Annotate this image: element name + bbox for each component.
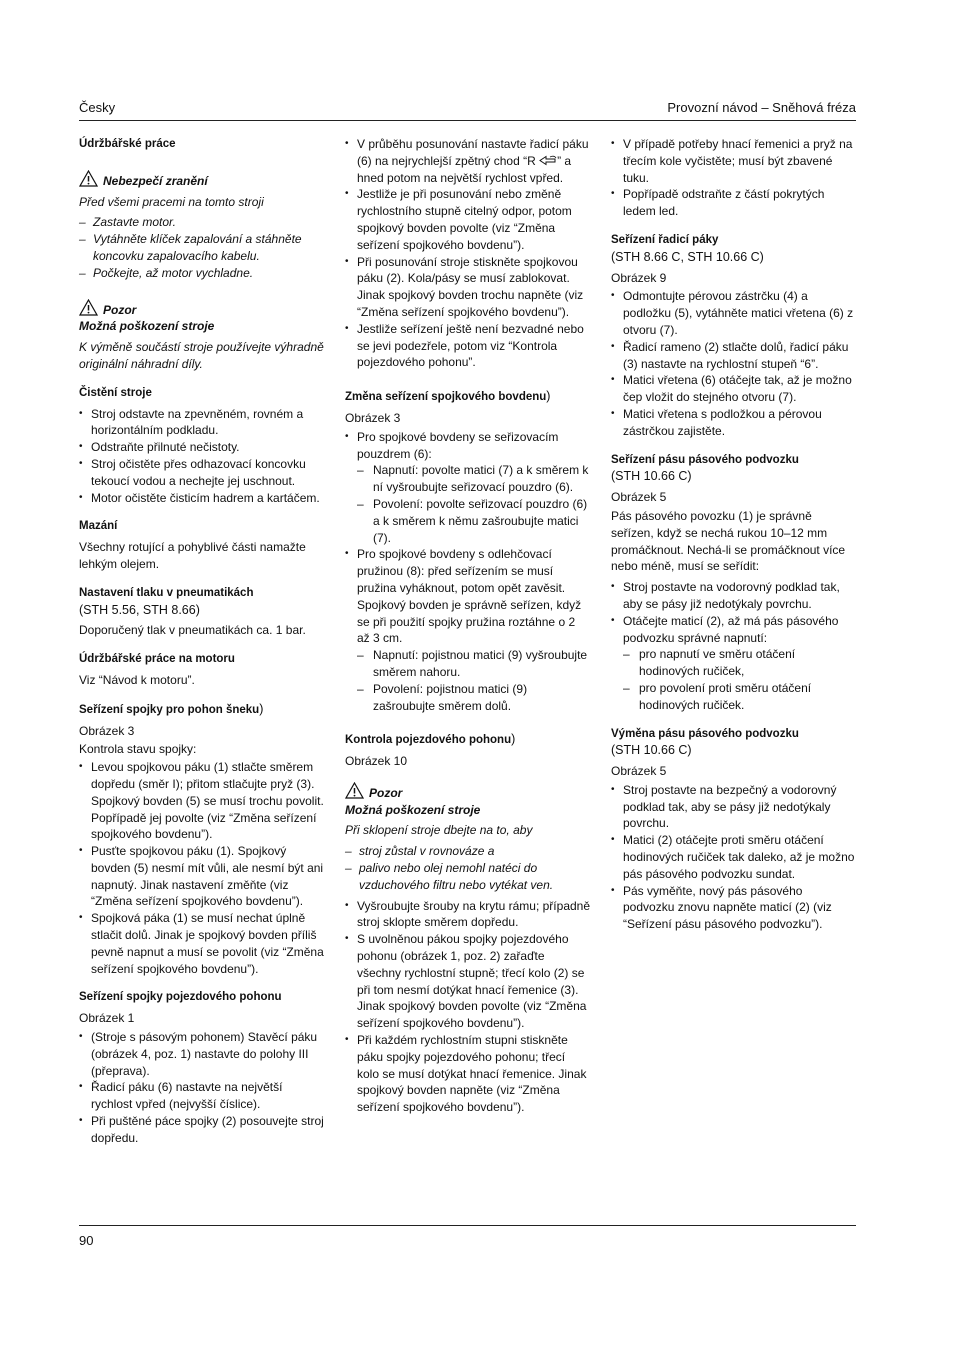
track-sublist xyxy=(623,646,856,713)
list-item: – Zastavte motor. xyxy=(79,214,324,231)
list-item: – stroj zůstal v rovnováze a xyxy=(345,843,590,860)
column-2 xyxy=(345,136,590,1120)
heading-shift-lever: Seřízení řadicí páky xyxy=(611,233,719,246)
list-item: • Při posunování stroje stiskněte spojkovou páku (2). Kola/pásy se musí zablokovat. Jinak spojkový bovden trochu napněte (viz “Změna seřízení spojkového bovdenu”). xyxy=(345,254,590,321)
column-1 xyxy=(79,136,324,1151)
list-item: • V případě potřeby hnací řemenici a pryž na třecím kole vyčistěte; musí být zbavené tuku. xyxy=(611,136,856,186)
heading-drive-clutch: Seřízení spojky pojezdového pohonu xyxy=(79,991,282,1004)
heading-auger-clutch: Seřízení spojky pro pohon šneku) xyxy=(79,701,264,716)
list-item: • Otáčejte maticí (2), až má pás pásového podvozku správné napnutí: – pro napnutí ve směru otáčení hodinových ručiček, – pro povolení proti směru otáčení hodinových ručiček. xyxy=(611,613,856,714)
page-footer xyxy=(79,1225,856,1248)
list-item: • Pro spojkové bovdeny se seřizovacím pouzdrem (6): – Napnutí: povolte matici (7) a k směrem k ní vyšroubujte seřizovací pouzdro (6). – Povolení: povolte seřizovací pouzdro (6) a k směrem k němu zašroubujte matici (7). xyxy=(345,429,590,547)
list-item: • Řadicí páku (6) nastavte na největší rychlost vpřed (nejvyšší číslice). xyxy=(79,1079,324,1113)
drive-list-continued xyxy=(345,136,590,371)
list-item: • Vyšroubujte šrouby na krytu rámu; případně stroj sklopte směrem dopředu. xyxy=(345,898,590,932)
list-item: • V průběhu posunování nastavte řadicí páku (6) na nejrychlejší zpětný chod “R ” a hned potom na největší rychlost vpřed. xyxy=(345,136,590,186)
cleaning-list xyxy=(79,406,324,507)
cable-figure-ref: Obrázek 3 xyxy=(345,410,401,425)
check-list xyxy=(345,898,590,1116)
auger-figure-ref: Obrázek 3 xyxy=(79,723,135,738)
list-item: – pro napnutí ve směru otáčení hodinových ručiček, xyxy=(623,646,856,680)
drive-list xyxy=(79,1029,324,1147)
auger-list xyxy=(79,759,324,977)
check-list-continued xyxy=(611,136,856,220)
list-item: – palivo nebo olej nemohl natéci do vzduchového filtru nebo vytékat ven. xyxy=(345,860,590,894)
page-number: 90 xyxy=(79,1233,94,1248)
list-item: • Stroj postavte na bezpečný a vodorovný podklad tak, aby se pásy již nedotýkaly povrchu. xyxy=(611,782,856,832)
list-item: • Levou spojkovou páku (1) stlačte směrem dopředu (směr I); přitom stlačujte pryž (3). Spojkový bovden (5) se musí trochu povolit. Popřípadě jej povolte (viz “Změna seřízení spojkového bovdenu”). xyxy=(79,759,324,843)
auger-intro: Kontrola stavu spojky: xyxy=(79,742,197,757)
warning-injury-list xyxy=(79,214,324,281)
replace-figure-ref: Obrázek 5 xyxy=(611,764,667,779)
heading-drive-check: Kontrola pojezdového pohonu) xyxy=(345,732,516,747)
list-item: • Odmontujte pérovou zástrčku (4) a podložku (5), vytáhněte matici vřetena (6) z otvoru (7). xyxy=(611,288,856,338)
cable-sublist xyxy=(357,647,590,714)
track-models: (STH 10.66 C) xyxy=(611,469,692,484)
heading-track-adjust: Seřízení pásu pásového podvozku xyxy=(611,453,799,466)
list-item: • Odstraňte přilnuté nečistoty. xyxy=(79,439,324,456)
warning-tilt-intro: Při sklopení stroje dbejte na to, aby xyxy=(345,823,533,838)
list-item: • Motor očistěte čisticím hadrem a kartáčem. xyxy=(79,490,324,507)
list-item: – Napnutí: povolte matici (7) a k směrem k ní vyšroubujte seřizovací pouzdro (6). xyxy=(357,462,590,496)
list-item: • Stroj postavte na vodorovný podklad tak, aby se pásy již nedotýkaly povrchu. xyxy=(611,579,856,613)
heading-engine-maintenance: Údržbářské práce na motoru xyxy=(79,653,235,666)
list-item: • Spojková páka (1) se musí nechat úplně stlačit dolů. Jinak je spojkový bovden příliš pevně napnut a musí se povolit (viz “Změna seřízení spojkového bovdenu”). xyxy=(79,910,324,977)
drive-figure-ref: Obrázek 1 xyxy=(79,1011,135,1026)
list-item: • S uvolněnou pákou spojky pojezdového pohonu (obrázek 1, poz. 2) zařaďte všechny rychlostní stupně; třecí kolo (2) se při tom nesmí dotýkat hnací řemenice (3). Jinak spojkový bovden povolte (viz “Změna seřízení spojkového bovdenu”). xyxy=(345,931,590,1032)
engine-text: Viz “Návod k motoru”. xyxy=(79,672,195,687)
heading-lubrication: Mazání xyxy=(79,520,118,533)
list-item: • Matici (2) otáčejte proti směru otáčení hodinových ručiček tak daleko, až je možno pás pásového podvozku sundat. xyxy=(611,832,856,882)
page-header xyxy=(79,98,856,121)
heading-maintenance: Údržbářské práce xyxy=(79,138,176,150)
list-item: • Pás vyměňte, nový pás pásového podvozku znovu napněte maticí (2) (viz “Seřízení pásu pásového podvozku”). xyxy=(611,883,856,933)
warning-triangle-icon xyxy=(345,782,364,799)
warning-triangle-icon xyxy=(79,170,98,187)
cable-sublist xyxy=(357,462,590,546)
check-figure-ref: Obrázek 10 xyxy=(345,754,408,769)
list-item: – pro povolení proti směru otáčení hodinových ručiček. xyxy=(623,680,856,714)
warning-damage-text: K výměně součástí stroje používejte výhradně originální náhradní díly. xyxy=(79,340,324,371)
list-item: • Matici vřetena (6) otáčejte tak, až je možno čep vložit do stejného otvoru (7). xyxy=(611,372,856,406)
heading-track-replace: Výměna pásu pásového podvozku xyxy=(611,727,799,740)
shift-models: (STH 8.66 C, STH 10.66 C) xyxy=(611,249,764,264)
heading-tire-pressure: Nastavení tlaku v pneumatikách xyxy=(79,586,254,599)
warning-tilt-list xyxy=(345,843,590,893)
lubrication-text: Všechny rotující a pohyblivé části namažte lehkým olejem. xyxy=(79,540,306,571)
warning-triangle-icon xyxy=(79,299,98,316)
tire-models: (STH 5.56, STH 8.66) xyxy=(79,602,200,617)
replace-list xyxy=(611,782,856,933)
warning-injury-intro: Před všemi pracemi na tomto stroji xyxy=(79,194,264,209)
list-item: – Vytáhněte klíček zapalování a stáhněte koncovku zapalovacího kabelu. xyxy=(79,231,324,265)
list-item: • Pusťte spojkovou páku (1). Spojkový bovden (5) nesmí mít vůli, ale nesmí být ani napnutý. Jinak nastavení změňte (viz “Změna seřízení spojkového bovdenu”). xyxy=(79,843,324,910)
reverse-gear-icon xyxy=(539,155,557,166)
shift-figure-ref: Obrázek 9 xyxy=(611,270,667,285)
list-item: • (Stroje s pásovým pohonem) Stavěcí páku (obrázek 4, poz. 1) nastavte do polohy III (přeprava). xyxy=(79,1029,324,1079)
track-list xyxy=(611,579,856,713)
list-item: • Jestliže je při posunování nebo změně rychlostního stupně citelný odpor, potom spojkový bovden povolte (viz “Změna seřízení spojkového bovdenu”). xyxy=(345,186,590,253)
heading-cable-adjust: Změna seřízení spojkového bovdenu) xyxy=(345,389,551,404)
heading-cleaning: Čistění stroje xyxy=(79,386,152,399)
tire-text: Doporučený tlak v pneumatikách ca. 1 bar. xyxy=(79,623,306,638)
warning-damage-subtitle: Možná poškození stroje xyxy=(79,319,215,334)
list-item: • Stroj odstavte na zpevněném, rovném a horizontálním podkladu. xyxy=(79,406,324,440)
track-text: Pás pásového povozku (1) je správně seřízen, když se nechá rukou 10–12 mm promáčknout. Nechá-li se promáčknout více nebo méně, musí se seřídit: xyxy=(611,508,846,574)
list-item: • Pro spojkové bovdeny s odlehčovací pružinou (8): před seřízením se musí pružina vyháknout, potom opět zavěsit. Spojkový bovden je správně seřízen, když se při použití spojky pružina roztáhne o 2 až 3 cm. – Napnutí: pojistnou matici (9) vyšroubujte směrem nahoru. – Povolení: pojistnou matici (9) zašroubujte směrem dolů. xyxy=(345,546,590,714)
warning-damage-title: Pozor xyxy=(345,782,590,802)
list-item: • Matici vřetena s podložkou a pérovou zástrčkou zajistěte. xyxy=(611,406,856,440)
list-item: • Jestliže seřízení ještě není bezvadné nebo se jevi podezřele, potom viz “Kontrola pojezdového pohonu”. xyxy=(345,321,590,371)
list-item: • Stroj očistěte přes odhazovací koncovku tekoucí vodou a nechejte jej uschnout. xyxy=(79,456,324,490)
list-item: • Při každém rychlostním stupni stiskněte páku spojky pojezdového pohonu; třecí kolo se musí dotýkat hnací řemenice. Jinak spojkový bovden napněte (viz “Změna seřízení spojkového bovdenu”). xyxy=(345,1032,590,1116)
cable-list xyxy=(345,429,590,715)
list-item: – Povolení: povolte seřizovací pouzdro (6) a k směrem k němu zašroubujte matici (7). xyxy=(357,496,590,546)
warning-damage-subtitle: Možná poškození stroje xyxy=(345,802,481,817)
list-item: • Při puštěné páce spojky (2) posouvejte stroj dopředu. xyxy=(79,1113,324,1147)
column-3 xyxy=(611,136,856,937)
track-figure-ref: Obrázek 5 xyxy=(611,490,667,505)
list-item: • Popřípadě odstraňte z částí pokrytých ledem led. xyxy=(611,186,856,220)
header-language: Česky xyxy=(79,100,116,115)
shift-list xyxy=(611,288,856,439)
replace-models: (STH 10.66 C) xyxy=(611,743,692,758)
list-item: – Povolení: pojistnou matici (9) zašroubujte směrem dolů. xyxy=(357,681,590,715)
list-item: • Řadicí rameno (2) stlačte dolů, řadicí páku (3) nastavte na rychlostní stupeň “6”. xyxy=(611,339,856,373)
warning-damage-title: Pozor xyxy=(79,299,324,319)
warning-injury-title: Nebezpečí zranění xyxy=(79,170,324,190)
header-doc-title: Provozní návod – Sněhová fréza xyxy=(667,100,856,115)
list-item: – Počkejte, až motor vychladne. xyxy=(79,265,324,282)
list-item: – Napnutí: pojistnou matici (9) vyšroubujte směrem nahoru. xyxy=(357,647,590,681)
